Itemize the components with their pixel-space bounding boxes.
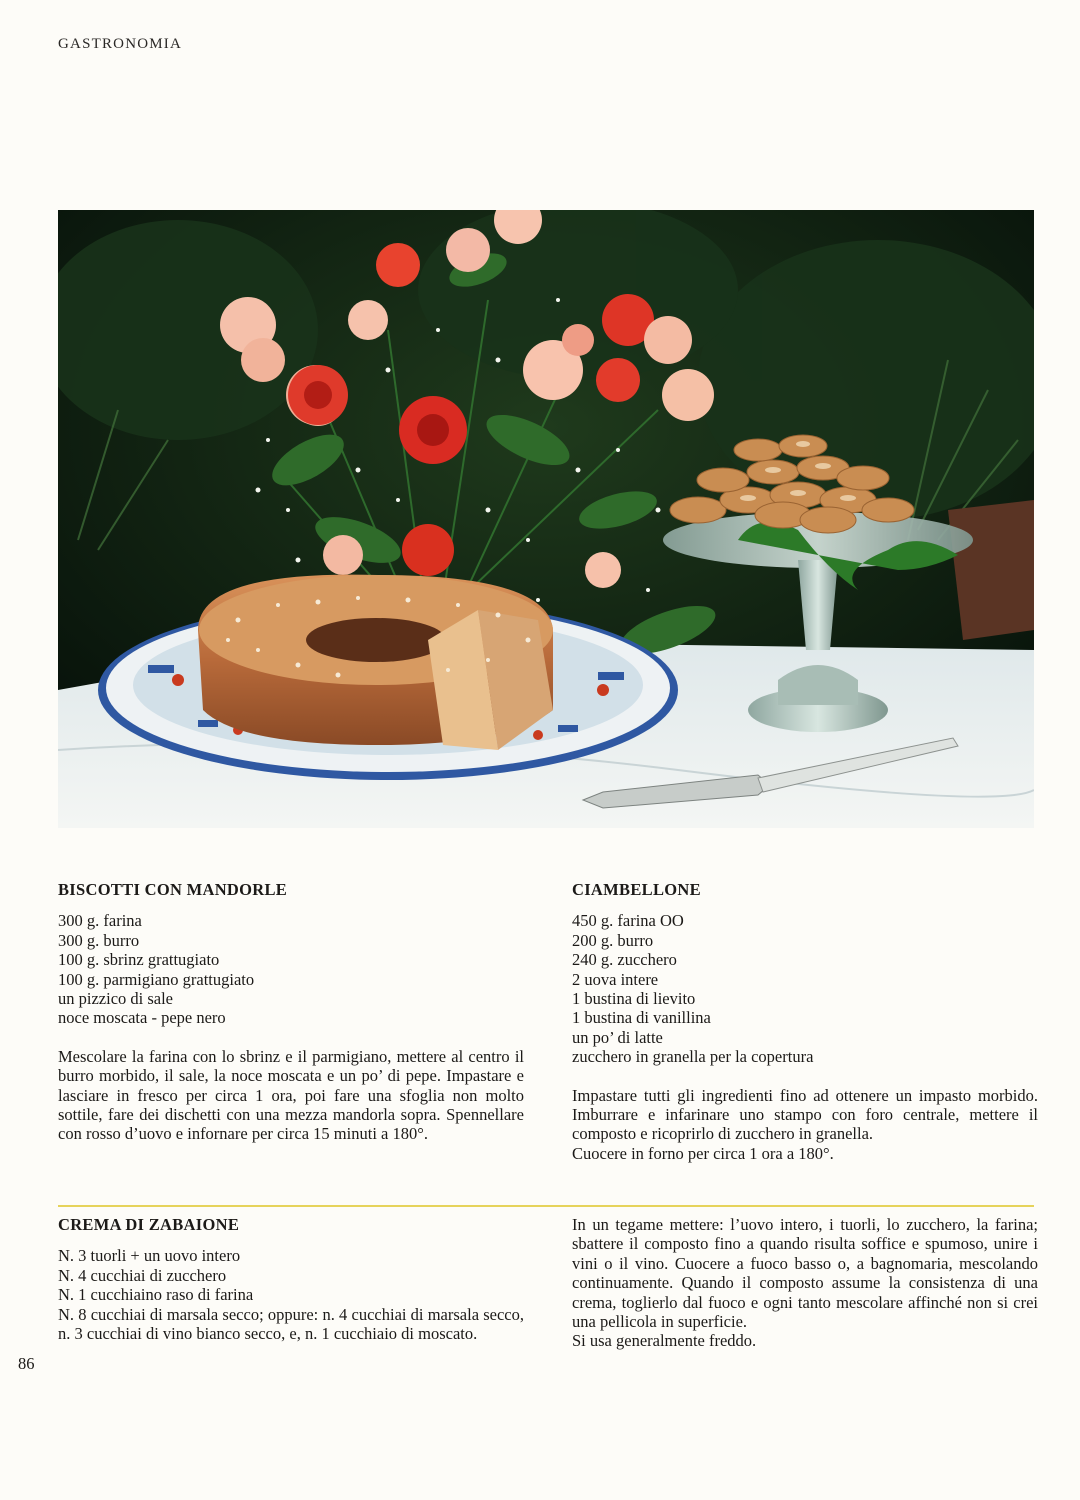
recipe-crema-zabaione [58,1215,524,1343]
recipe-crema-method [572,1215,1038,1351]
ingredient: N. 1 cucchiaino raso di farina [58,1285,254,1305]
ingredient: un po’ di latte [572,1027,663,1047]
section-divider [58,1205,1034,1207]
page-number: 86 [18,1354,35,1373]
ingredient: 450 g. farina OO [572,911,684,931]
recipe-photo [58,210,1034,828]
ingredient: 100 g. parmigiano grattugiato [58,969,255,989]
recipe-biscotti [58,880,524,1144]
ingredient: 240 g. zucchero [572,950,677,970]
recipe-method-cooking: Cuocere in forno per circa 1 ora a 180°. [572,1143,834,1163]
recipe-method: In un tegame mettere: l’uovo intero, i tuorli, lo zucchero, la farina; sbattere il composto fino a quando risulta soffice e spumoso, unire i vini o il vino. Cuocere a fuoco basso o, a bagnomaria, mescolando continuamente. Quando il composto assume la consistenza di una crema, toglierlo dal fuoco e ogni tanto mescolare affinché non si crei una pellicola in superficie. [572,1215,1038,1332]
photo-illustration [58,210,1034,828]
ingredient: 200 g. burro [572,930,654,950]
recipe-title: CIAMBELLONE [572,880,701,899]
ingredient: 300 g. burro [58,930,140,950]
ingredient: N. 3 tuorli + un uovo intero [58,1246,241,1266]
recipe-title: BISCOTTI CON MANDORLE [58,880,288,899]
recipe-method: Impastare tutti gli ingredienti fino ad ottenere un impasto morbido. Imburrare e infarinare uno stampo con foro centrale, mettere il composto e ricoprirlo di zucchero in granella. [572,1085,1038,1144]
recipe-title: CREMA DI ZABAIONE [58,1215,240,1234]
ingredient: noce moscata - pepe nero [58,1008,226,1028]
ingredient: 1 bustina di vanillina [572,1008,711,1028]
recipe-ciambellone [572,880,1038,1163]
ingredient: 2 uova intere [572,969,659,989]
ingredient: 1 bustina di lievito [572,989,696,1009]
ingredient: 100 g. sbrinz grattugiato [58,950,220,970]
recipe-method: Mescolare la farina con lo sbrinz e il parmigiano, mettere al centro il burro morbido, il sale, la noce moscata e un po’ di pepe. Impastare e lasciare in fresco per circa 1 ora, poi fare una sfoglia non molto sottile, fare dei dischetti con una mezza mandorla sopra. Spennellare con rosso d’uovo e infornare per circa 15 minuti a 180°. [58,1046,524,1144]
ingredient: un pizzico di sale [58,989,174,1009]
ingredient: N. 4 cucchiai di zucchero [58,1265,227,1285]
section-label: GASTRONOMIA [58,36,183,52]
ingredient-wine: N. 8 cucchiai di marsala secco; oppure: n. 4 cucchiai di marsala secco, n. 3 cucchiai di vino bianco secco, e, n. 1 cucchiaio di moscato. [58,1304,524,1344]
ingredient: 300 g. farina [58,911,142,931]
ingredient-list [572,911,1038,1066]
recipe-note: Si usa generalmente freddo. [572,1331,757,1351]
ingredient-list [58,1246,524,1304]
ingredient-list [58,911,524,1027]
ingredient: zucchero in granella per la copertura [572,1047,814,1067]
